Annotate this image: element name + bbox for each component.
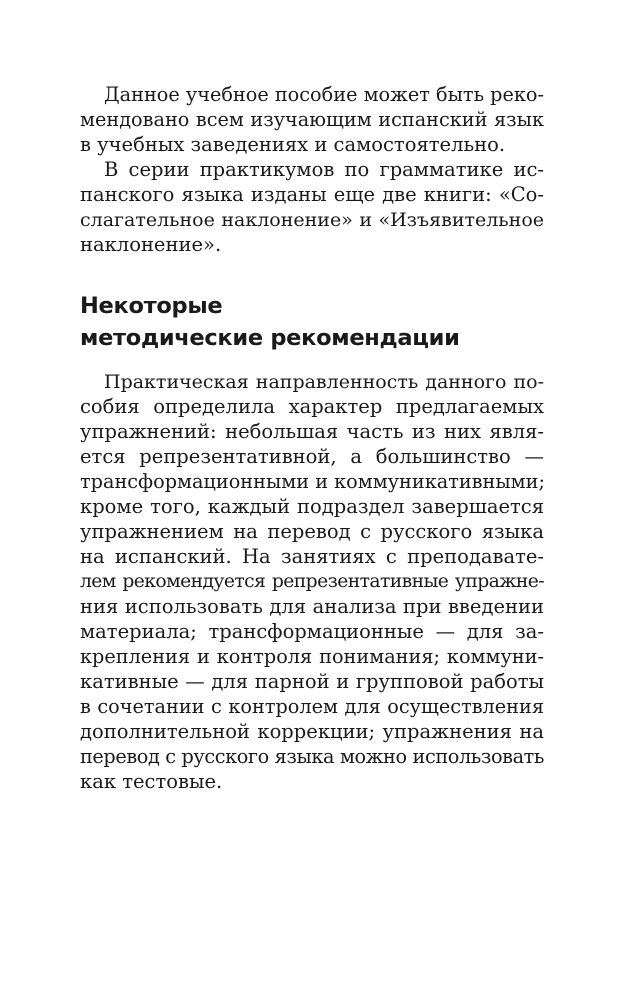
text-line: наклонение». bbox=[80, 233, 222, 256]
text-line: упражнений: небольшая часть из них явля- bbox=[80, 420, 544, 443]
text-line: в учебных заведениях и самостоятельно. bbox=[80, 133, 506, 156]
text-line: кативные — для парной и групповой работы bbox=[80, 670, 544, 693]
text-line: в сочетании с контролем для осуществления bbox=[80, 695, 544, 718]
text-line: В серии практикумов по грамматике ис- bbox=[104, 158, 544, 181]
text-line: перевод с русского языка можно использовать bbox=[80, 745, 544, 768]
text-line: слагательное наклонение» и «Изъявительное bbox=[80, 209, 544, 231]
text-line: Практическая направленность данного по- bbox=[104, 371, 544, 393]
text-line: крепления и контроля понимания; коммуни- bbox=[80, 645, 544, 668]
text-line: мендовано всем изучающим испанский язык bbox=[80, 108, 544, 131]
section-heading-line: методические рекомендации bbox=[80, 325, 460, 351]
text-line: лем рекомендуется репрезентативные упражне- bbox=[80, 571, 544, 592]
text-line: упражнением на перевод с русского языка bbox=[80, 520, 544, 543]
text-line: кроме того, каждый подраздел завершается bbox=[80, 495, 544, 518]
text-line: ется репрезентативной, а большинство — bbox=[80, 445, 544, 468]
text-line: материала; трансформационные — для за- bbox=[80, 620, 544, 643]
text-line: собия определила характер предлагаемых bbox=[80, 395, 544, 418]
text-line: на испанский. На занятиях с преподавате- bbox=[80, 545, 544, 568]
text-line: трансформационными и коммуникативными; bbox=[80, 470, 545, 493]
text-line: ния использовать для анализа при введении bbox=[80, 595, 544, 618]
text-line: как тестовые. bbox=[80, 770, 223, 793]
text-line: дополнительной коррекции; упражнения на bbox=[80, 720, 544, 743]
section-heading-line: Некоторые bbox=[80, 293, 223, 319]
text-line: панского языка изданы еще две книги: «Со- bbox=[80, 183, 544, 206]
text-line: Данное учебное пособие может быть реко- bbox=[104, 83, 545, 106]
